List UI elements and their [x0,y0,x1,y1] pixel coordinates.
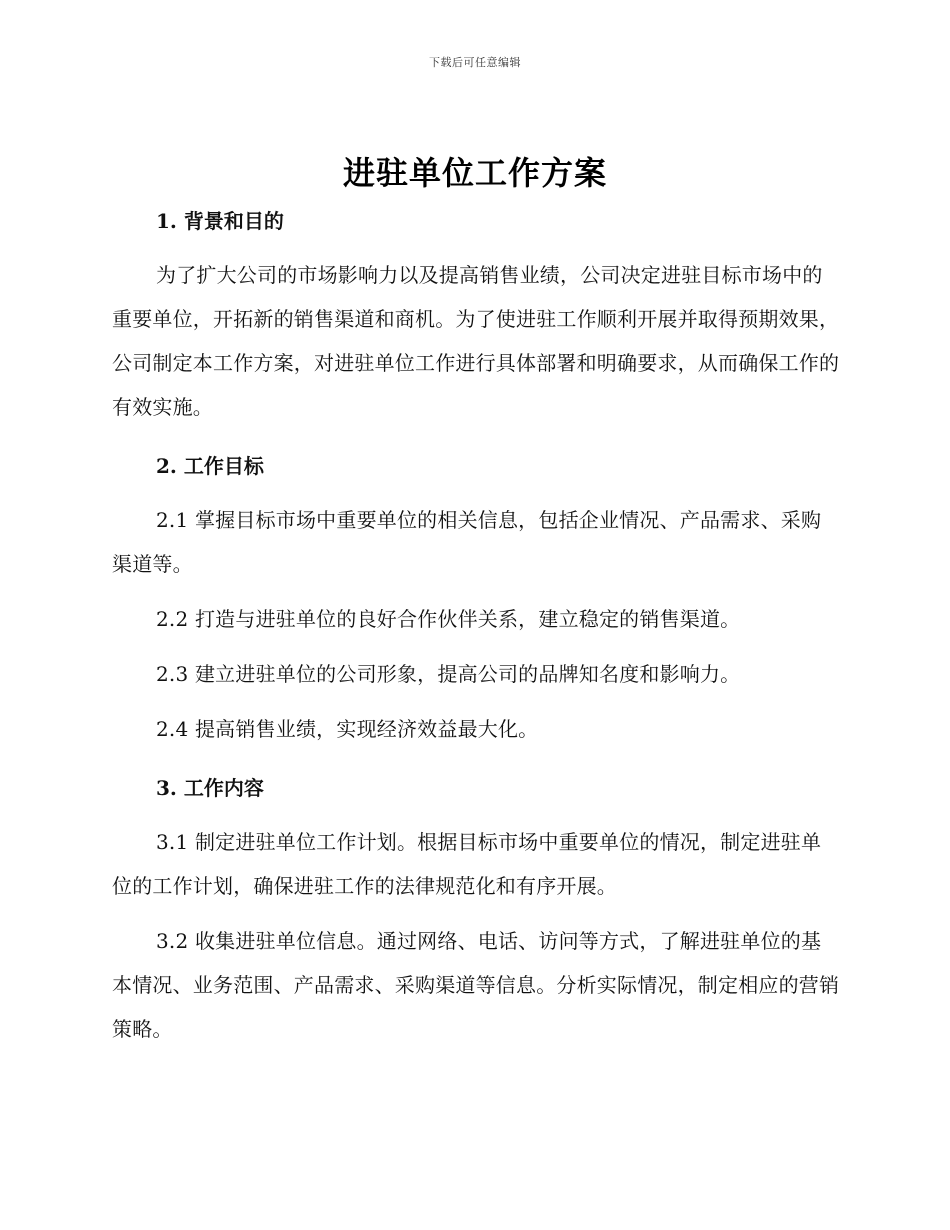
paragraph-background: 为了扩大公司的市场影响力以及提高销售业绩，公司决定进驻目标市场中的重要单位，开拓新的销售渠道和商机。为了使进驻工作顺利开展并取得预期效果，公司制定本工作方案，对进驻单位工作进行具体部署和明确要求，从而确保工作的有效实施。 [112,263,840,419]
paragraph-goal-2-2: 2.2 打造与进驻单位的良好合作伙伴关系，建立稳定的销售渠道。 [156,607,741,631]
paragraph-content-3-1: 3.1 制定进驻单位工作计划。根据目标市场中重要单位的情况，制定进驻单位的工作计划，确保进驻工作的法律规范化和有序开展。 [112,830,822,898]
paragraph-goal-2-3: 2.3 建立进驻单位的公司形象，提高公司的品牌知名度和影响力。 [156,662,741,686]
paragraph-content-3-2: 3.2 收集进驻单位信息。通过网络、电话、访问等方式，了解进驻单位的基本情况、业务范围、产品需求、采购渠道等信息。分析实际情况，制定相应的营销策略。 [112,929,840,1041]
paragraph-goal-2-1: 2.1 掌握目标市场中重要单位的相关信息，包括企业情况、产品需求、采购渠道等。 [112,508,822,576]
paragraph-goal-2-4: 2.4 提高销售业绩，实现经济效益最大化。 [156,717,539,741]
section-heading-background: 1. 背景和目的 [156,209,284,233]
header-note: 下载后可任意编辑 [429,56,521,69]
document-body [112,203,840,1051]
section-heading-content: 3. 工作内容 [156,776,264,800]
section-heading-goals: 2. 工作目标 [156,454,264,478]
page-title: 进驻单位工作方案 [342,154,607,192]
